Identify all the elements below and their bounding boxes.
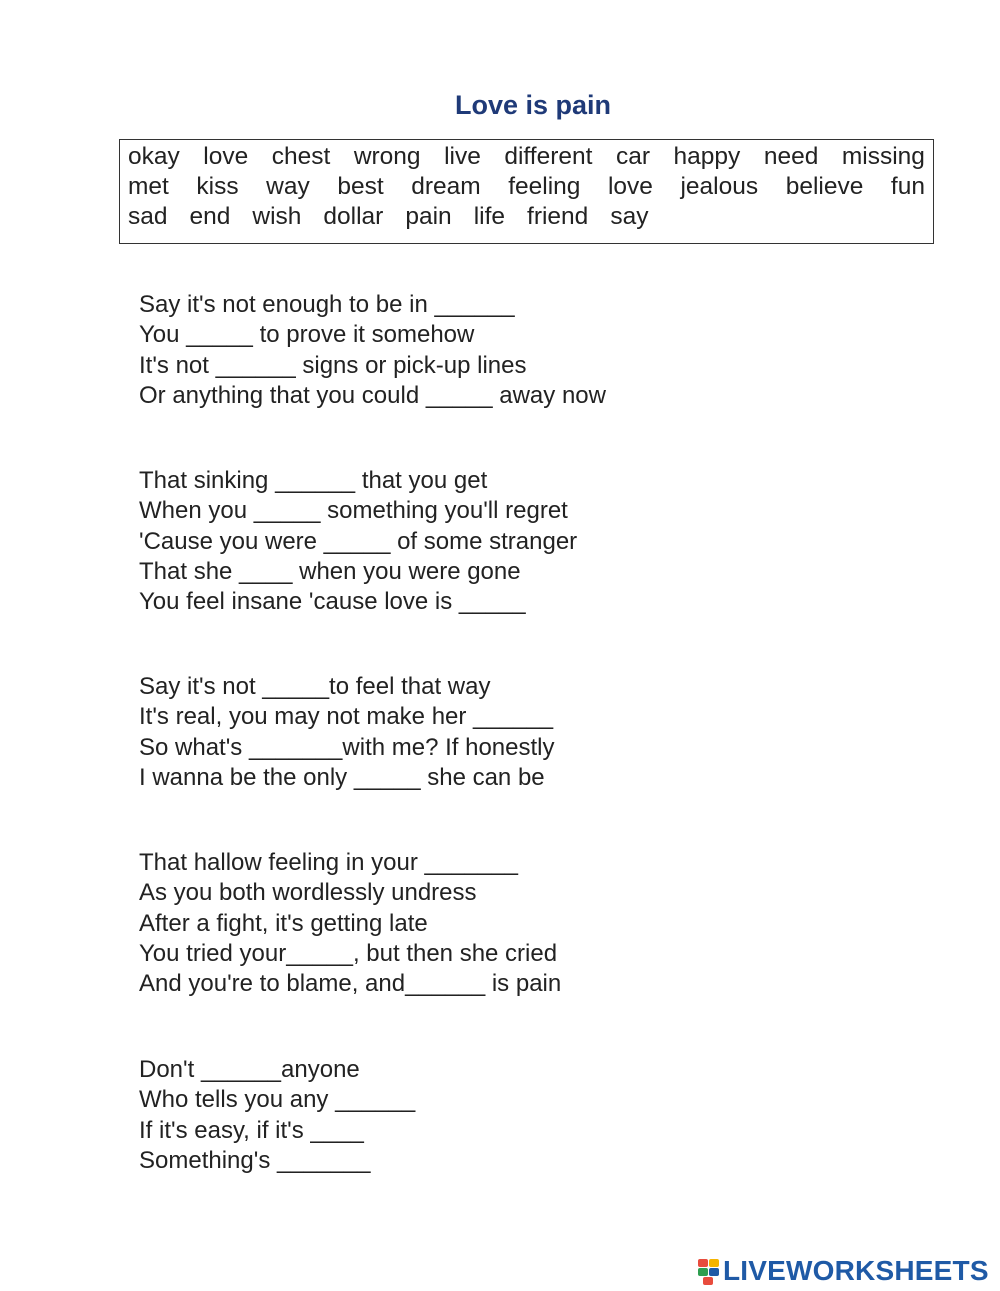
word-bank-word: life xyxy=(473,203,506,230)
word-bank-word: believe xyxy=(785,173,864,200)
lyric-line: Say it's not enough to be in ______ xyxy=(139,291,515,318)
word-bank-line xyxy=(128,202,925,232)
lyric-line: It's real, you may not make her ______ xyxy=(139,703,554,731)
word-bank-word: fun xyxy=(890,173,925,200)
lyric-line: Or anything that you could _____ away now xyxy=(139,381,606,409)
liveworksheets-logo xyxy=(698,1256,989,1286)
lyric-line: And you're to blame, and______ is pain xyxy=(139,970,562,998)
word-bank-word: wish xyxy=(252,203,302,230)
lyric-line: If it's easy, if it's ____ xyxy=(139,1116,364,1144)
word-bank-word: love xyxy=(607,173,653,200)
lyric-line: Don't ______anyone xyxy=(139,1056,360,1083)
lyric-line: When you _____ something you'll regret xyxy=(139,497,568,525)
word-bank-word: happy xyxy=(673,143,741,170)
lyric-line: After a fight, it's getting late xyxy=(139,909,428,937)
word-bank-word: car xyxy=(615,143,651,170)
word-bank-word: say xyxy=(610,203,649,230)
liveworksheets-logo-text: LIVEWORKSHEETS xyxy=(723,1255,989,1286)
lyric-line: It's not ______ signs or pick-up lines xyxy=(139,351,527,379)
word-bank-word: best xyxy=(337,173,384,200)
lyric-line: As you both wordlessly undress xyxy=(139,879,477,907)
word-bank-word: okay xyxy=(128,143,180,170)
word-bank-word: live xyxy=(444,143,481,170)
word-bank xyxy=(119,139,934,244)
word-bank-word: wrong xyxy=(353,143,421,170)
lyrics-stanza-4 xyxy=(139,848,561,999)
word-bank-word: need xyxy=(763,143,819,170)
word-bank-word: met xyxy=(128,173,169,200)
word-bank-word: jealous xyxy=(680,173,759,200)
lyric-line: Say it's not _____to feel that way xyxy=(139,673,491,700)
lyric-line: Who tells you any ______ xyxy=(139,1086,416,1114)
word-bank-word: chest xyxy=(271,143,331,170)
lyrics-stanza-2 xyxy=(139,466,577,617)
lyrics-stanza-1 xyxy=(139,290,606,411)
word-bank-word: dollar xyxy=(323,203,384,230)
lyric-line: That hallow feeling in your _______ xyxy=(139,849,518,876)
worksheet-title: Love is pain xyxy=(454,90,612,120)
lyric-line: That sinking ______ that you get xyxy=(139,467,488,494)
lyric-line: 'Cause you were _____ of some stranger xyxy=(139,527,578,555)
lyric-line: You tried your_____, but then she cried xyxy=(139,939,558,967)
lyrics-stanza-5 xyxy=(139,1055,415,1176)
lyric-line: So what's _______with me? If honestly xyxy=(139,733,555,761)
word-bank-word: sad xyxy=(128,203,168,230)
word-bank-word: dream xyxy=(411,173,481,200)
word-bank-word: kiss xyxy=(196,173,239,200)
word-bank-word: end xyxy=(189,203,231,230)
lyric-line: That she ____ when you were gone xyxy=(139,557,521,585)
word-bank-line xyxy=(128,142,925,172)
lyrics-stanza-3 xyxy=(139,672,555,793)
lyric-line: I wanna be the only _____ she can be xyxy=(139,763,545,791)
word-bank-word: feeling xyxy=(508,173,581,200)
lyric-line: You _____ to prove it somehow xyxy=(139,321,475,349)
word-bank-word: love xyxy=(203,143,249,170)
word-bank-word: friend xyxy=(527,203,589,230)
lyric-line: You feel insane 'cause love is _____ xyxy=(139,588,526,616)
word-bank-word: missing xyxy=(841,143,925,170)
word-bank-line xyxy=(128,172,925,202)
lyric-line: Something's _______ xyxy=(139,1146,371,1174)
word-bank-word: different xyxy=(504,143,593,170)
word-bank-word: way xyxy=(266,173,310,200)
word-bank-word: pain xyxy=(405,203,452,230)
liveworksheets-logo-icon xyxy=(698,1258,720,1284)
